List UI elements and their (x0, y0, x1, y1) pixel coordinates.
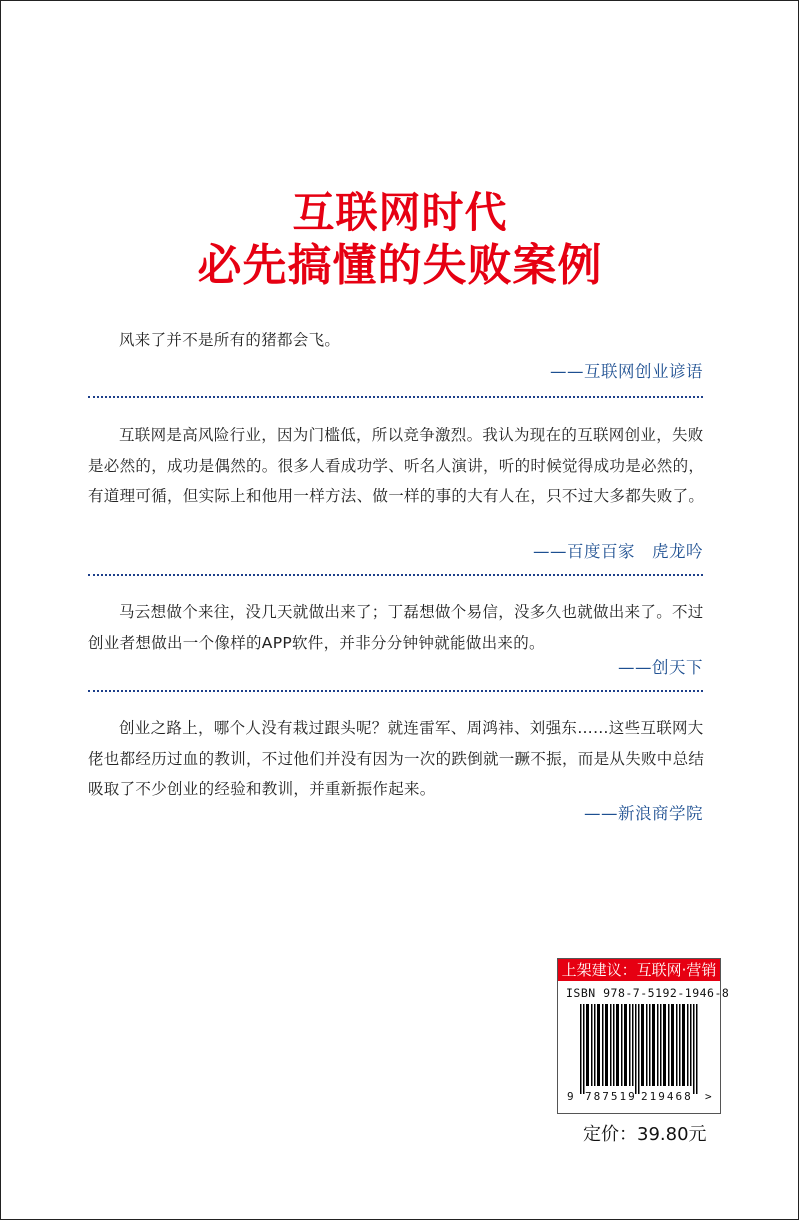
quote-3-source: ——创天下 (618, 658, 703, 677)
price-label: 定价：39.80元 (583, 1124, 707, 1145)
dotted-divider (88, 396, 703, 398)
barcode-first-digit: 9 (567, 1090, 574, 1103)
book-title-line-2: 必先搞懂的失败案例 (197, 240, 603, 291)
isbn-barcode-block (557, 958, 730, 1114)
barcode-end-marker: > (705, 1090, 712, 1103)
shelf-category-label: 上架建议：互联网·营销 (558, 959, 720, 981)
barcode-icon (580, 1004, 700, 1094)
dotted-divider (88, 574, 703, 576)
quote-1-text: 风来了并不是所有的猪都会飞。 (119, 331, 341, 349)
quote-3-text: 马云想做个来往，没几天就做出来了；丁磊想做个易信，没多久也就做出来了。不过创业者想做出一个像样的APP软件，并非分分钟钟就能做出来的。 (88, 603, 704, 652)
quote-4-source: ——新浪商学院 (584, 804, 703, 823)
dotted-divider (88, 690, 703, 692)
quote-4-text: 创业之路上，哪个人没有栽过跟头呢？就连雷军、周鸿祎、刘强东……这些互联网大佬也都经历过血的教训，不过他们并没有因为一次的跌倒就一蹶不振，而是从失败中总结吸取了不少创业的经验和教训，并重新振作起来。 (88, 719, 705, 798)
isbn-number: ISBN 978-7-5192-1946-8 (566, 986, 730, 1000)
book-title-line-1: 互联网时代 (292, 188, 508, 237)
barcode-digits-group-1: 787519 (585, 1090, 637, 1103)
quote-2-source: ——百度百家 虎龙吟 (533, 542, 703, 561)
quote-2-text: 互联网是高风险行业，因为门槛低，所以竞争激烈。我认为现在的互联网创业，失败是必然的，成功是偶然的。很多人看成功学、听名人演讲，听的时候觉得成功是必然的，有道理可循，但实际上和他用一样方法、做一样的事的大有人在，只不过大多都失败了。 (88, 426, 705, 505)
quote-1-source: ——互联网创业谚语 (550, 362, 703, 381)
barcode-digits-group-2: 219468 (641, 1090, 693, 1103)
